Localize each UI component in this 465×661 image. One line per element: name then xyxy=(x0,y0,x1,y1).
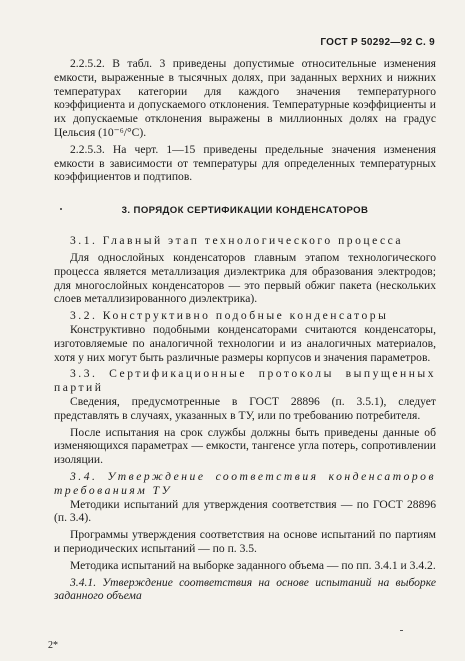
paragraph-3-1: Для однослойных конденсаторов главным этапом технологического процесса является металлизация диэлектрика для образования электродов; для многослойных конденсаторов — это первый обжиг пакета (нескольких слоев металлизированного диэлектрика). xyxy=(54,250,436,306)
document-body xyxy=(54,57,436,603)
paragraph-2-2-5-3: 2.2.5.3. На черт. 1—15 приведены предельные значения изменения емкости в зависимости от температуры для определенных температурных коэффициентов и подтипов. xyxy=(54,142,436,184)
print-mark xyxy=(400,630,403,631)
heading-3-3: 3.3. Сертификационные протоколы выпущенных партий xyxy=(54,367,436,395)
heading-3-4-1: 3.4.1. Утверждение соответствия на основе испытаний на выборке заданного объема xyxy=(54,575,436,603)
paragraph-3-4-c: Методика испытаний на выборке заданного объема — по пп. 3.4.1 и 3.4.2. xyxy=(70,558,436,572)
heading-3-2: 3.2. Конструктивно подобные конденсаторы xyxy=(70,309,389,323)
page-mark: 2* xyxy=(48,640,58,651)
running-head: ГОСТ Р 50292—92 С. 9 xyxy=(320,37,435,48)
heading-3-4: 3.4. Утверждение соответствия конденсаторов требованиям ТУ xyxy=(54,469,436,497)
paragraph-3-3-a: Сведения, предусмотренные в ГОСТ 28896 (п. 3.5.1), следует представлять в случаях, указанных в ТУ, или по требованию потребителя. xyxy=(54,394,436,422)
paragraph-3-3-b: После испытания на срок службы должны быть приведены данные об изменяющихся параметрах — емкости, тангенсе угла потерь, сопротивлении изоляции. xyxy=(54,425,436,467)
paragraph-2-2-5-2: 2.2.5.2. В табл. 3 приведены допустимые относительные изменения емкости, выраженные в тысячных долях, при заданных верхних и нижних температурах категории для каждого значения температурного коэффициента и допускаемого отклонения. Температурные коэффициенты и их допускаемые отклонения выражены в миллионных долях на градус Цельсия (10⁻⁶/°C). xyxy=(54,57,436,139)
section-title: 3. ПОРЯДОК СЕРТИФИКАЦИИ КОНДЕНСАТОРОВ xyxy=(121,205,369,217)
paragraph-3-2: Конструктивно подобными конденсаторами считаются конденсаторы, изготовляемые по аналогичной технологии и из аналогичных материалов, хотя у них могут быть различные размеры корпусов и значения параметров. xyxy=(54,322,436,364)
paragraph-3-4-a: Методики испытаний для утверждения соответствия — по ГОСТ 28896 (п. 3.4). xyxy=(54,497,436,525)
heading-3-1: 3.1. Главный этап технологического процесса xyxy=(70,234,404,248)
paragraph-3-4-b: Программы утверждения соответствия на основе испытаний по партиям и периодических испытаний — по п. 3.5. xyxy=(54,528,436,555)
